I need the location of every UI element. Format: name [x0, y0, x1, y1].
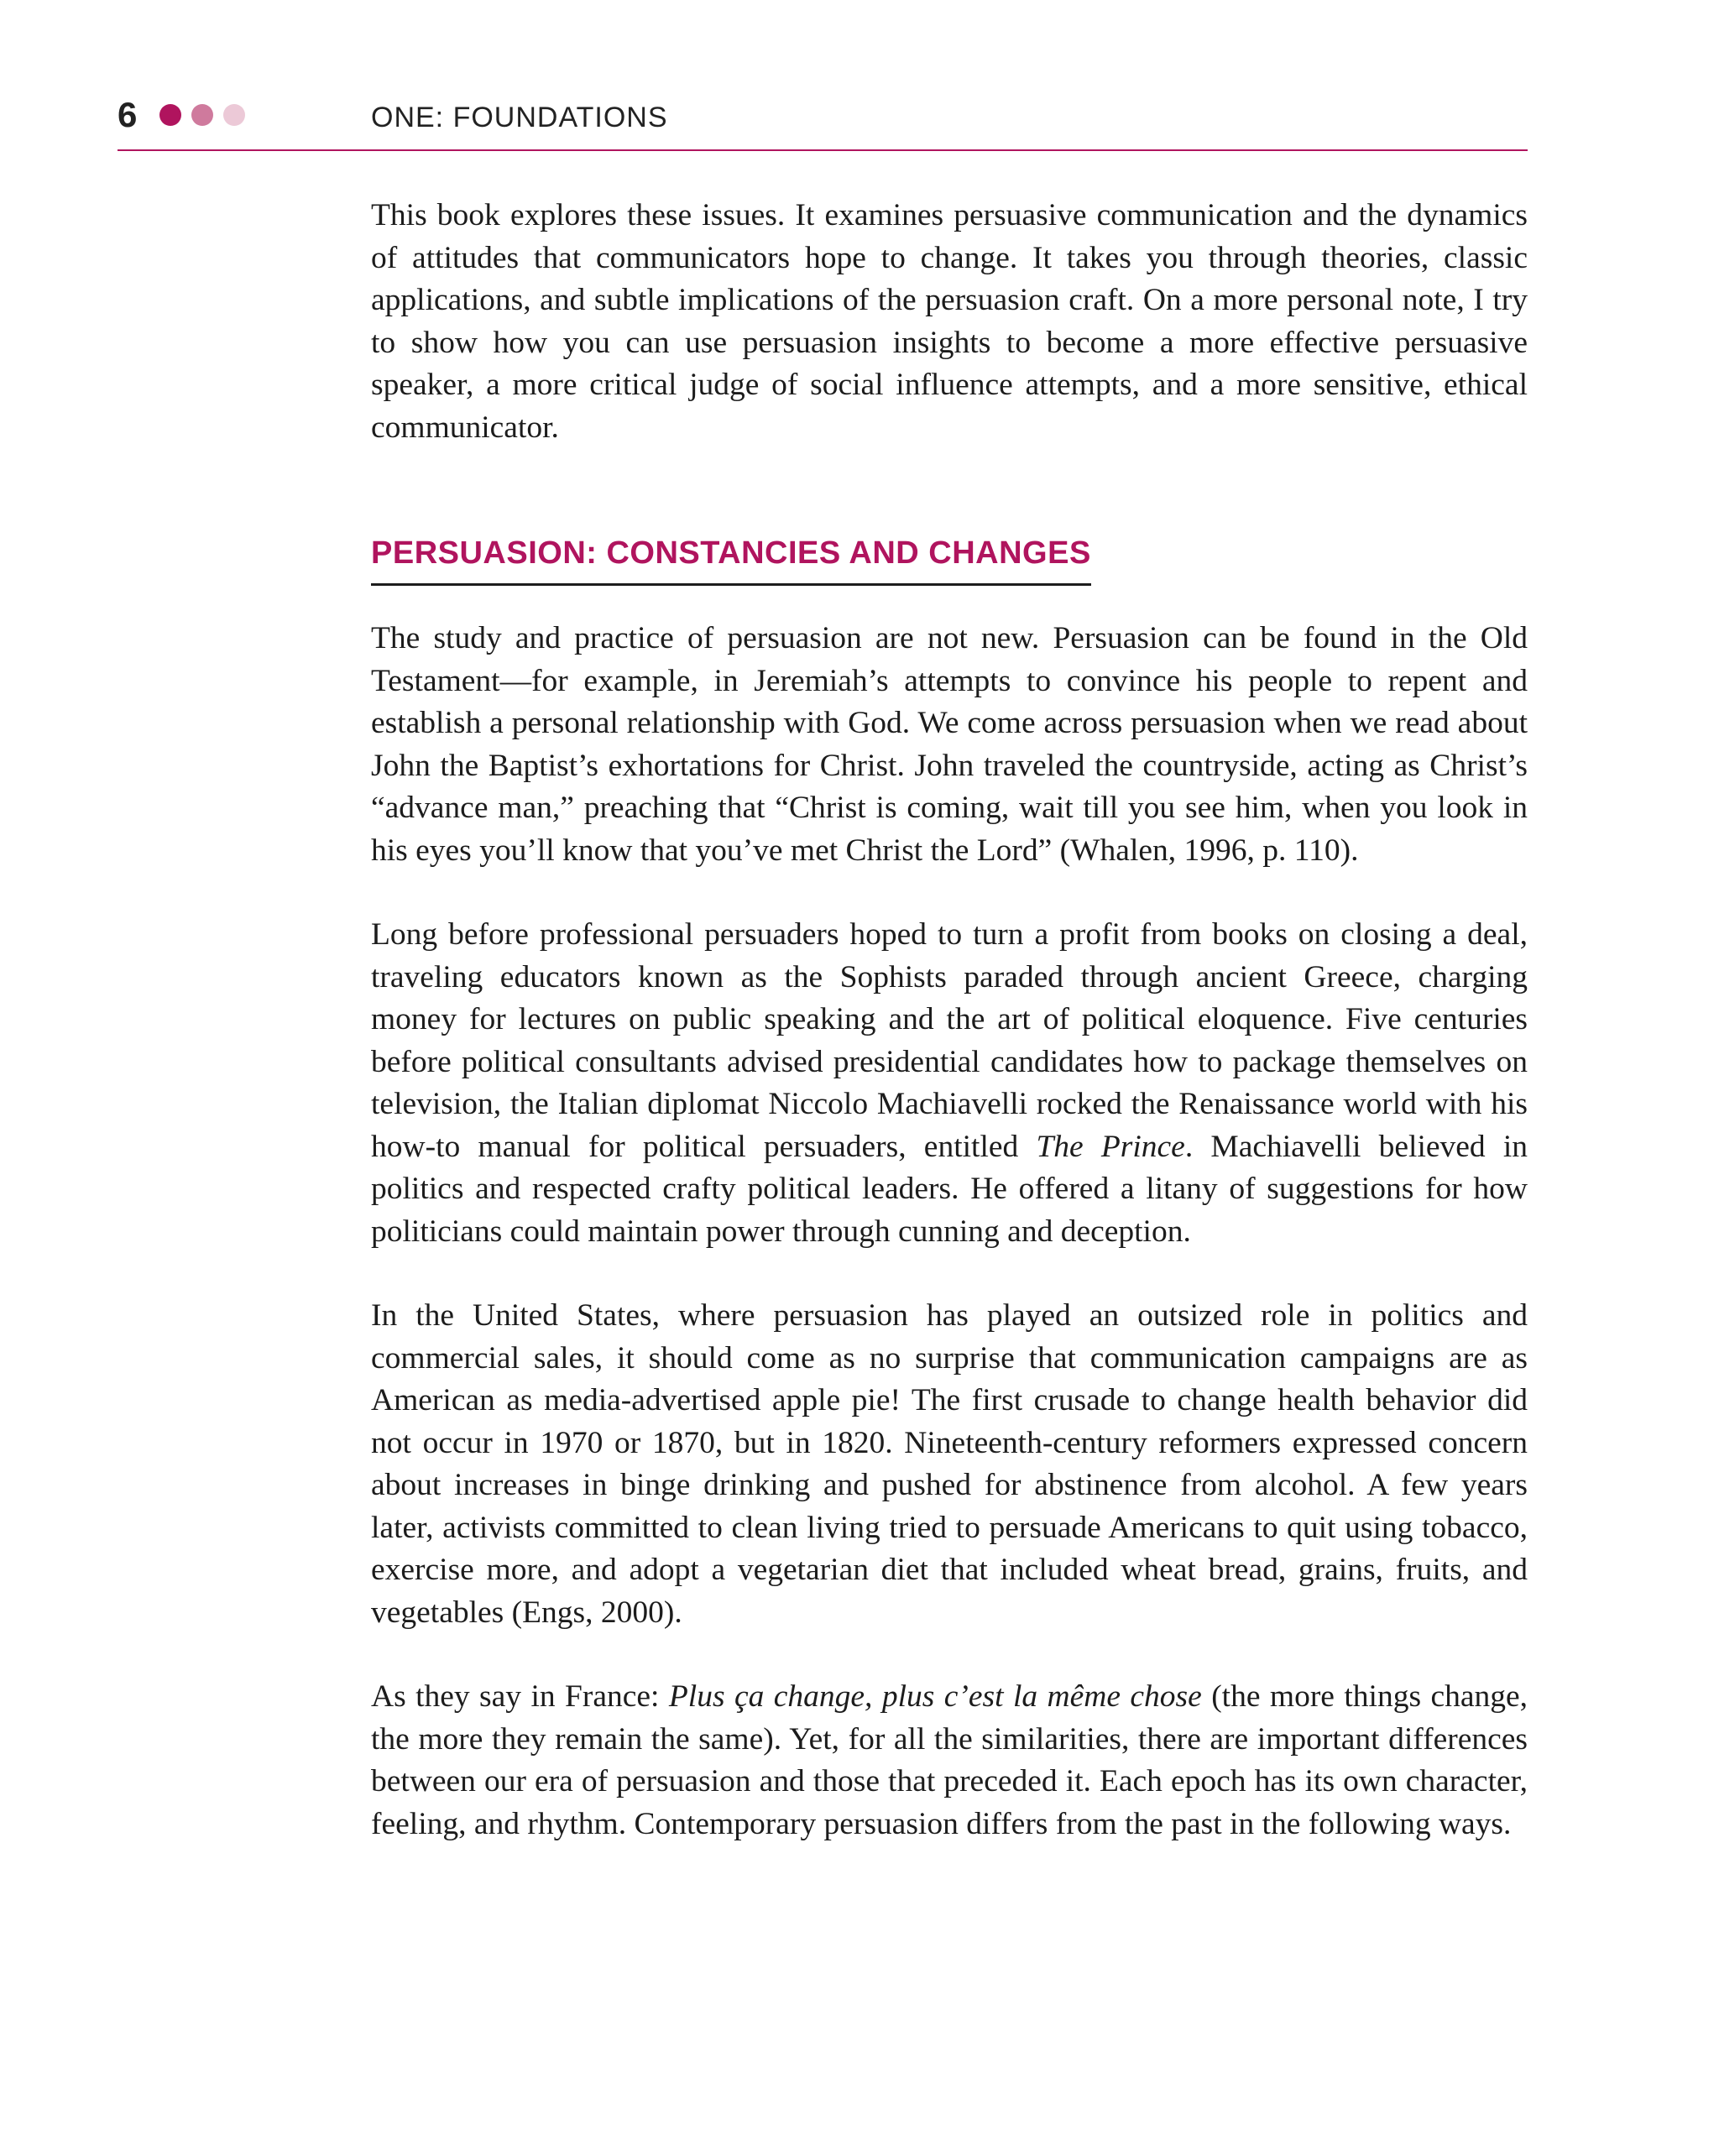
body-paragraph-machiavelli — [371, 914, 1528, 1253]
spacer — [371, 872, 1528, 914]
page-body — [371, 195, 1528, 1845]
page-number: 6 — [118, 95, 138, 134]
text-run: Long before professional persuaders hoped to turn a profit from books on closing a deal, traveling educators known as the Sophists paraded through ancient Greece, charging money for lectures on public speaking and the art of political eloquence. Five centuries before political consultants advised presidential candidates how to package themselves on television, the Italian diplomat Niccolo Machiavelli rocked the Renaissance world with his how-to manual for political persuaders, entitled — [371, 917, 1528, 1164]
spacer — [371, 1253, 1528, 1295]
dot-icon — [223, 104, 245, 126]
page-header — [118, 91, 1528, 151]
spacer — [371, 586, 1528, 618]
section-heading: PERSUASION: CONSTANCIES AND CHANGES — [371, 535, 1091, 571]
spacer — [371, 449, 1528, 533]
body-paragraph: The study and practice of persuasion are not new. Persuasion can be found in the Old Testament—for example, in Jeremiah’s attempts to convince his people to repent and establish a personal relationship with God. We come across persuasion when we read about John the Baptist’s exhortations for Christ. John traveled the countryside, acting as Christ’s “advance man,” preaching that “Christ is coming, wait till you see him, when you look in his eyes you’ll know that you’ve met Christ the Lord” (Whalen, 1996, p. 110). — [371, 621, 1528, 868]
running-head: ONE: FOUNDATIONS — [371, 102, 668, 133]
body-paragraph: In the United States, where persuasion has played an outsized role in politics and commercial sales, it should come as no surprise that communication campaigns are as American as media-advertised apple pie! The first crusade to change health behavior did not occur in 1970 or 1870, but in 1820. Nineteenth-century reformers expressed concern about increases in binge drinking and pushed for abstinence from alcohol. A few years later, activists committed to clean living tried to persuade Americans to quit using tobacco, exercise more, and adopt a vegetarian diet that included wheat bread, grains, fruits, and vegetables (Engs, 2000). — [371, 1298, 1528, 1630]
text-run: (the more things change, the more they remain the same). Yet, for all the similarities, there are important differences between our era of persuasion and those that preceded it. Each epoch has its own character, feeling, and rhythm. Contemporary persuasion differs from the past in the following ways. — [371, 1679, 1528, 1841]
text-run: . Machiavelli believed in politics and respected crafty political leaders. He offered a litany of suggestions for how politicians could maintain power through cunning and deception. — [371, 1129, 1528, 1249]
intro-paragraph: This book explores these issues. It examines persuasive communication and the dynamics of attitudes that communicators hope to change. It takes you through theories, classic applications, and subtle implications of the persuasion craft. On a more personal note, I try to show how you can use persuasion insights to become a more effective persuasive speaker, a more critical judge of social influence attempts, and a more sensitive, ethical communicator. — [371, 198, 1528, 445]
section-heading-underline — [371, 533, 1091, 586]
book-title: The Prince — [1036, 1129, 1185, 1164]
dot-icon — [191, 104, 213, 126]
spacer — [371, 1634, 1528, 1676]
french-phrase: Plus ça change, plus c’est la même chose — [668, 1679, 1202, 1714]
body-paragraph-france — [371, 1676, 1528, 1845]
header-dots-decoration — [159, 104, 245, 126]
text-run: As they say in France: — [371, 1679, 669, 1714]
dot-icon — [159, 104, 181, 126]
